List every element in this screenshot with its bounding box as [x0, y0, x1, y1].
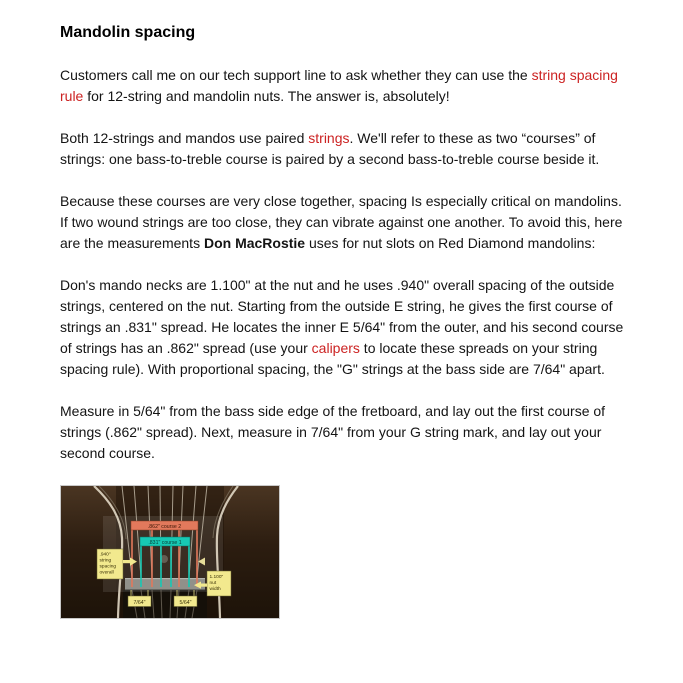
treble-gap-label: 5/64"	[179, 599, 192, 606]
svg-text:1.100": 1.100"	[209, 574, 224, 580]
inline-link[interactable]: string spacing rule	[60, 67, 618, 104]
text-run: uses for nut slots on Red Diamond mandolins:	[305, 235, 596, 251]
text-run: for 12-string and mandolin nuts. The answer is, absolutely!	[83, 88, 450, 104]
mandolin-nut-photo	[60, 485, 280, 619]
course2-label: .862" course 2	[147, 523, 182, 530]
overall-arrow-shaft	[123, 560, 130, 563]
text-run: Don MacRostie	[203, 235, 306, 251]
paragraph-intro	[60, 65, 628, 107]
text-run: to locate these spreads on your string spacing rule). With proportional spacing, the "G" strings at the bass side are 7/64" apart.	[60, 340, 605, 377]
paragraph-layout-steps	[60, 401, 628, 464]
nut-width-arrow-shaft	[200, 584, 207, 587]
svg-text:overall: overall	[99, 570, 114, 576]
page-title: Mandolin spacing	[60, 24, 196, 41]
course1-label: .831" course 1	[148, 539, 182, 546]
svg-text:string: string	[99, 558, 112, 564]
text-run: Both 12-strings and mandos use paired	[60, 130, 309, 146]
paragraph-critical-spacing	[60, 191, 628, 254]
bass-gap-label: 7/64"	[133, 599, 146, 606]
text-run: Because these courses are very close together, spacing Is especially critical on mandolins. If two wound strings are too close, they can vibrate against one another. To avoid this, here are the measurements	[60, 193, 623, 251]
nut-bar	[125, 578, 205, 590]
mandolin-nut-annotated-image	[61, 486, 279, 618]
paragraph-courses	[60, 128, 628, 170]
text-run: Measure in 5/64" from the bass side edge of the fretboard, and lay out the first course of strings (.862" spread). Next, measure in 7/64" from your G string mark, and lay out your second course.	[60, 403, 606, 461]
text-run: Don's mando necks are 1.100" at the nut and he uses .940" overall spacing of the outside strings, centered on the nut. Starting from the outside E string, he gives the first course of strings an .831" spread. He locates the inner E 5/64" from the outer, and his second course of strings has an .862" spread (use your	[60, 277, 624, 356]
svg-text:spacing: spacing	[99, 564, 117, 570]
inline-link[interactable]: calipers	[311, 340, 360, 356]
paragraph-measurements	[60, 275, 628, 380]
svg-text:width: width	[209, 587, 221, 593]
text-run: Customers call me on our tech support line to ask whether they can use the	[60, 67, 532, 83]
svg-text:.940": .940"	[99, 552, 111, 558]
text-run: . We'll refer to these as two “courses” of strings: one bass-to-treble course is paired by a second bass-to-treble course beside it.	[60, 130, 600, 167]
inline-link[interactable]: strings	[308, 130, 350, 146]
svg-text:nut: nut	[209, 581, 217, 586]
